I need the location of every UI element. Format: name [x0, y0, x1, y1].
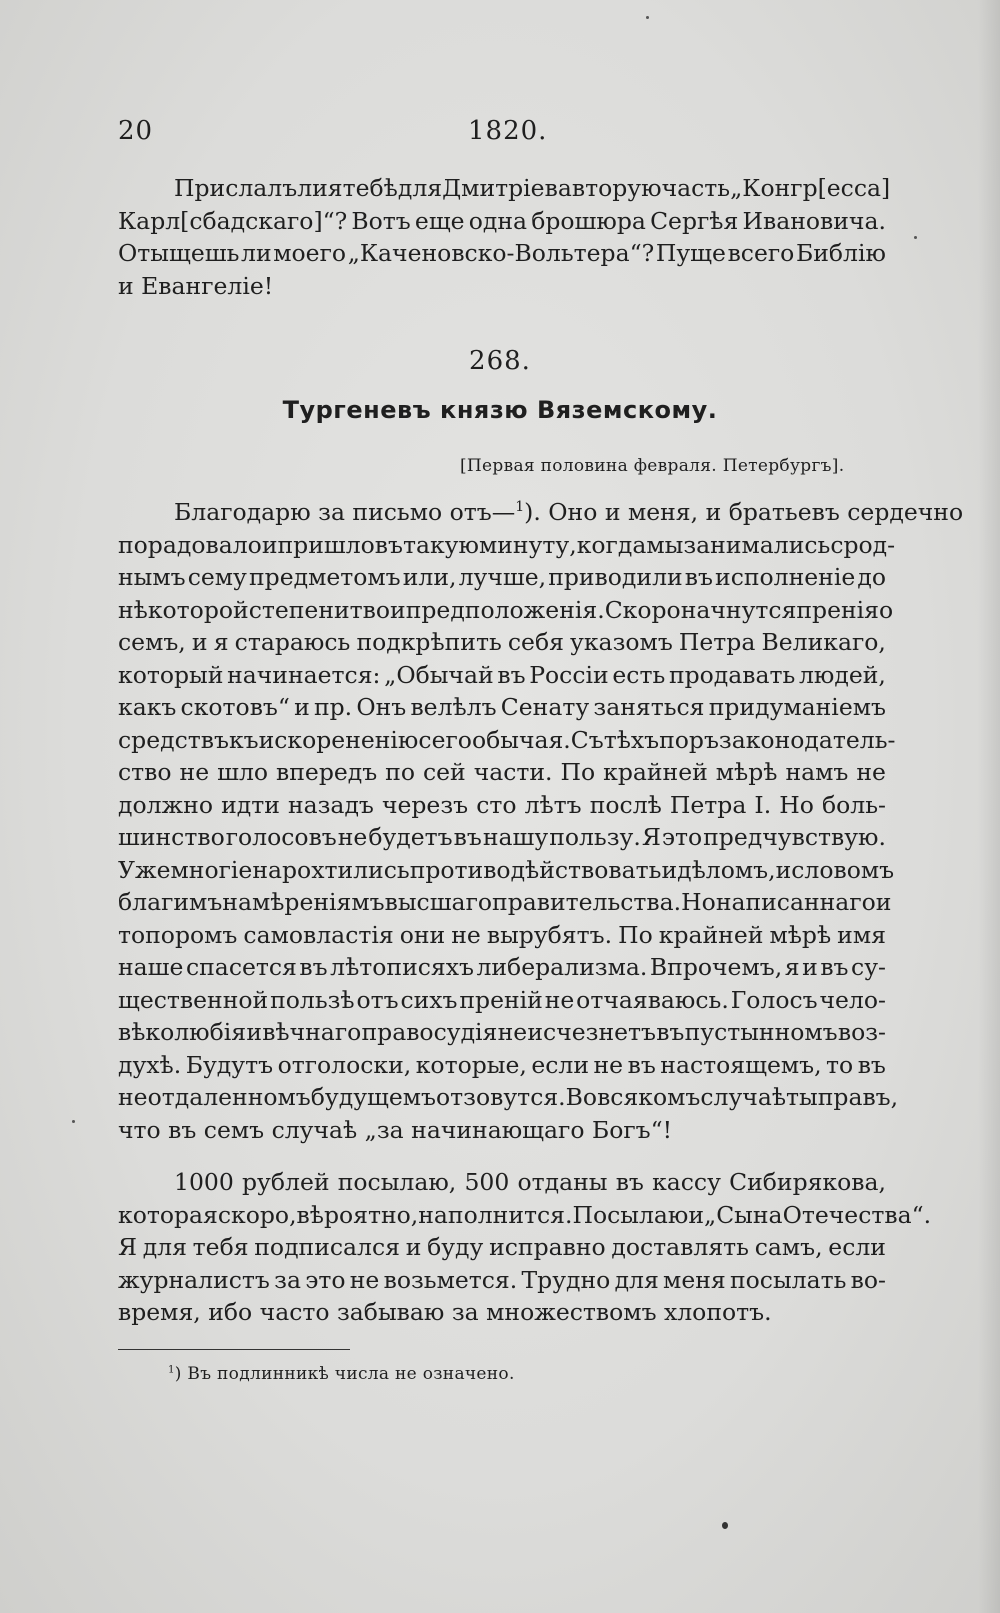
paper-speck — [646, 16, 649, 19]
letter-number: 268. — [469, 346, 531, 376]
text-line: 1000 рублей посылаю, 500 отданы въ кассу Сибирякова, — [174, 1168, 886, 1196]
text-line: ство не шло впередъ по сей части. По крайней мѣрѣ намъ не — [118, 758, 886, 786]
text-line: должно идти назадъ черезъ сто лѣтъ послѣ Петра I. Но боль- — [118, 790, 886, 819]
intro-paragraph — [118, 172, 891, 302]
text-line: порадовало и пришло въ такую минуту, когда мы занимались срод- — [118, 530, 896, 559]
text-fragment: Благодарю за письмо отъ— — [174, 498, 516, 526]
footnote-reference: 1 — [515, 499, 525, 516]
text-line: нѣкоторой степени твои предположенія. Скоро начнутся пренія о — [118, 595, 894, 624]
text-line: который начинается: „Обычай въ Россіи есть продавать людей, — [118, 660, 886, 689]
text-line: благимъ намѣреніямъ высшаго правительства. Но написаннаго и — [118, 888, 892, 916]
footnote-mark: 1 — [168, 1364, 175, 1376]
letter-body-paragraph-1 — [118, 496, 964, 1146]
paper-speck — [914, 236, 917, 239]
text-fragment: ). Оно и меня, и братьевъ сердечно — [524, 498, 964, 526]
letter-dateline: [Первая половина февраля. Петербургъ]. — [460, 456, 845, 476]
text-line: наше спасется въ лѣтописяхъ либерализма. Впрочемъ, я и въ су- — [118, 953, 886, 981]
text-line: духѣ. Будутъ отголоски, которые, если не въ настоящемъ, то въ — [118, 1050, 886, 1079]
text-line: которая скоро, вѣроятно, наполнится. Посылаю и „Сына Отечества“. — [118, 1200, 932, 1229]
text-line: какъ скотовъ“ и пр. Онъ велѣлъ Сенату заняться придуманіемъ — [118, 693, 886, 721]
text-line: шинство голосовъ не будетъ въ нашу пользу. Я это предчувствую. — [118, 823, 886, 851]
text-line — [118, 496, 964, 529]
text-line: время, ибо часто забываю за множествомъ хлопотъ. — [118, 1298, 772, 1326]
running-head — [118, 116, 878, 156]
text-line: семъ, и я стараюсь подкрѣпить себя указомъ Петра Великаго, — [118, 628, 886, 656]
paper-speck — [72, 1120, 75, 1123]
text-line: неотдаленномъ будущемъ отзовутся. Во всякомъ случаѣ ты правъ, — [118, 1083, 899, 1111]
text-line: что въ семъ случаѣ „за начинающаго Богъ“! — [118, 1115, 673, 1144]
text-line: топоромъ самовластія они не вырубятъ. По крайней мѣрѣ имя — [118, 920, 886, 949]
text-line: и Евангеліе! — [118, 271, 274, 300]
letter-title: Тургеневъ князю Вяземскому. — [282, 396, 718, 424]
running-head-year: 1820. — [468, 116, 548, 146]
text-line: журналистъ за это не возьмется. Трудно для меня посылать во- — [118, 1265, 886, 1294]
text-line: нымъ сему предметомъ или, лучше, приводили въ исполненіе до — [118, 563, 886, 591]
footnote-divider — [118, 1349, 350, 1350]
page-number: 20 — [118, 116, 154, 146]
footnote — [168, 1364, 515, 1384]
text-line: Карл[сбадскаго]“? Вотъ еще одна брошюра Сергѣя Ивановича. — [118, 206, 886, 235]
text-line: вѣколюбія и вѣчнаго правосудія не исчезнетъ въ пустынномъ воз- — [118, 1018, 886, 1046]
text-line: средствъ къ искорененію сего обычая. Съ тѣхъ поръ законодатель- — [118, 725, 896, 754]
text-line: Отыщешь ли моего „Каченовско-Вольтера“? Пуще всего Библію — [118, 239, 886, 267]
text-line: Я для тебя подписался и буду исправно доставлять самъ, если — [118, 1233, 886, 1261]
paper-speck — [722, 1522, 728, 1529]
footnote-text: ) Въ подлинникѣ числа не означено. — [174, 1364, 515, 1384]
text-line: щественной пользѣ отъ сихъ преній не отчаяваюсь. Голосъ чело- — [118, 985, 886, 1014]
text-line: Уже многіе нарохтились противодѣйствовать и дѣломъ, и словомъ — [118, 855, 895, 884]
text-line: Прислалъ ли я тебѣ для Дмитріева вторую часть „Конгр[есса] — [174, 174, 891, 202]
page-edge-shadow — [978, 0, 1000, 1613]
letter-body-paragraph-2 — [118, 1166, 932, 1329]
